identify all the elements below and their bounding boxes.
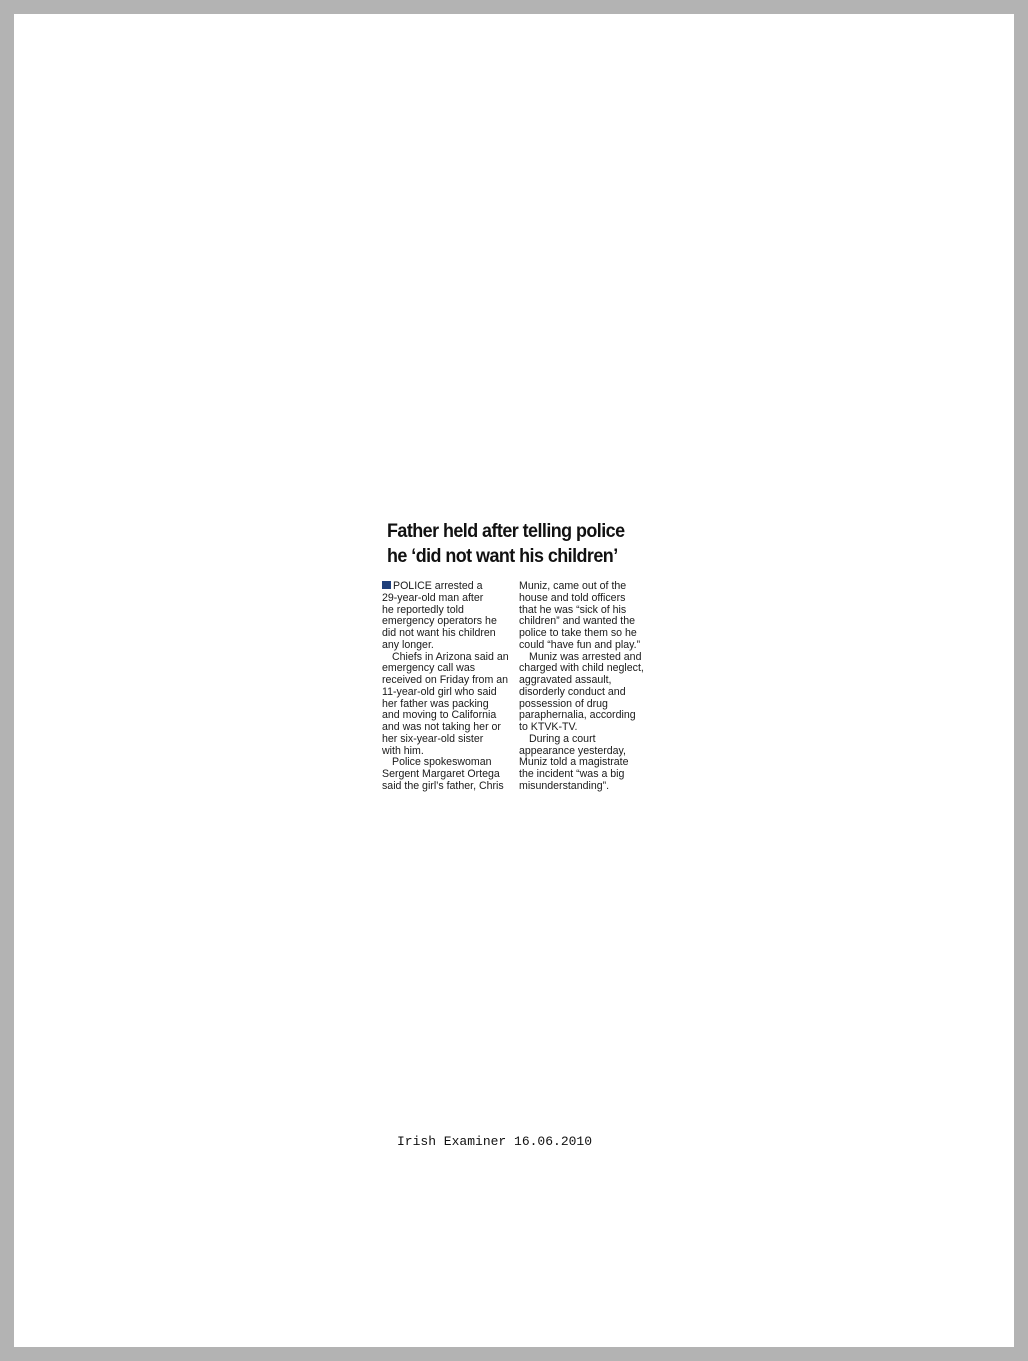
article-column-left bbox=[382, 581, 519, 793]
article-column-right bbox=[519, 581, 657, 793]
body-line: appearance yesterday, bbox=[519, 744, 626, 757]
headline-line: Father held after telling police bbox=[387, 520, 625, 542]
body-line: Sergent Margaret Ortega bbox=[382, 768, 500, 780]
body-line: her father was packing bbox=[382, 697, 489, 710]
body-line: and was not taking her or bbox=[382, 721, 501, 733]
body-line: Muniz was arrested and bbox=[529, 650, 642, 663]
body-line: police to take them so he bbox=[519, 627, 637, 639]
body-line: did not want his children bbox=[382, 627, 496, 639]
newspaper-clipping bbox=[382, 519, 657, 793]
body-line: charged with child neglect, bbox=[519, 662, 644, 675]
body-line: to KTVK-TV. bbox=[519, 721, 578, 733]
body-line: her six-year-old sister bbox=[382, 732, 484, 745]
square-bullet-icon bbox=[382, 581, 391, 589]
body-line: 29-year-old man after bbox=[382, 591, 484, 604]
body-line: said the girl’s father, Chris bbox=[382, 779, 504, 792]
body-line: Muniz, came out of the bbox=[519, 580, 627, 592]
source-caption: Irish Examiner 16.06.2010 bbox=[397, 1134, 593, 1149]
body-line: received on Friday from an bbox=[382, 674, 509, 686]
body-line: aggravated assault, bbox=[519, 674, 612, 686]
article-headline bbox=[387, 519, 635, 569]
body-line: the incident “was a big bbox=[519, 768, 625, 780]
body-line: children” and wanted the bbox=[519, 615, 636, 628]
body-line: emergency operators he bbox=[382, 615, 497, 628]
body-line: possession of drug bbox=[519, 697, 608, 710]
body-line: Police spokeswoman bbox=[392, 756, 492, 769]
body-line: Chiefs in Arizona said an bbox=[392, 650, 509, 663]
body-line: disorderly conduct and bbox=[519, 685, 626, 698]
body-line: emergency call was bbox=[382, 662, 476, 675]
body-line: During a court bbox=[529, 732, 596, 745]
body-line bbox=[382, 581, 519, 593]
body-line: any longer. bbox=[382, 638, 434, 651]
body-line: could “have fun and play.” bbox=[519, 638, 641, 651]
document-page bbox=[14, 14, 1014, 1347]
article-body bbox=[382, 581, 657, 793]
body-line: paraphernalia, according bbox=[519, 709, 636, 722]
body-line: Muniz told a magistrate bbox=[519, 756, 629, 769]
body-line: misunderstanding”. bbox=[519, 779, 610, 792]
body-line: and moving to California bbox=[382, 709, 497, 722]
body-line: he reportedly told bbox=[382, 603, 464, 616]
body-line: with him. bbox=[382, 744, 424, 757]
body-line-text: POLICE arrested a bbox=[393, 580, 483, 592]
body-line: that he was “sick of his bbox=[519, 603, 627, 616]
body-line: house and told officers bbox=[519, 591, 626, 604]
headline-line: he ‘did not want his children’ bbox=[387, 545, 618, 567]
body-line: 11-year-old girl who said bbox=[382, 685, 497, 698]
